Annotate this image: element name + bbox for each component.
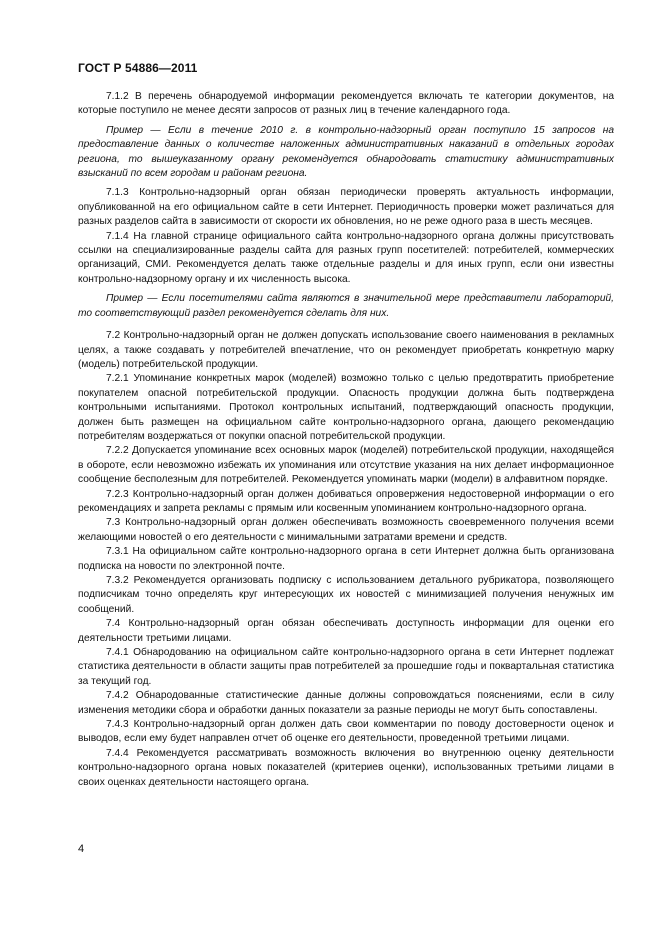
- standard-header: ГОСТ Р 54886—2011: [78, 61, 198, 75]
- paragraph-7-2-3: 7.2.3 Контрольно-надзорный орган должен добиваться опровержения недостоверной информации о его рекомендациях и запрета рекламы с прямым или косвенным упоминанием контрольно-надзорного органа.: [78, 488, 614, 514]
- paragraph-7-3-2: 7.3.2 Рекомендуется организовать подписку с использованием детального рубрикатора, позволяющего подписчикам точно определять круг интересующих их новостей с минимизацией получения ненужных им сообщений.: [78, 575, 614, 615]
- paragraph-7-4: 7.4 Контрольно-надзорный орган обязан обеспечивать доступность информации для оценки его деятельности третьими лицами.: [78, 618, 614, 644]
- paragraph-7-3-1: 7.3.1 На официальном сайте контрольно-надзорного органа в сети Интернет должна быть организована подписка на новости по электронной почте.: [78, 546, 614, 572]
- example-paragraph: Пример — Если в течение 2010 г. в контрольно-надзорный орган поступило 15 запросов на предоставление данных о количестве наложенных административных наказаний в отдельных городах региона, то вышеуказанному органу рекомендуется обнародовать статистику административных взысканий по всем городам и районам региона.: [78, 124, 614, 180]
- paragraph-7-2-2: 7.2.2 Допускается упоминание всех основных марок (моделей) потребительской продукции, находящейся в обороте, если невозможно избежать их упоминания или отсутствие указания на них делает информационное сообщение бесполезным для потребителей. Рекомендуется упоминать марки (модели) в алфавитном порядке.: [78, 445, 614, 486]
- document-body: [78, 90, 614, 790]
- paragraph-7-4-3: 7.4.3 Контрольно-надзорный орган должен дать свои комментарии по поводу достоверности оценок и выводов, если ему будет направлен отчет об оценке его деятельности, проведенной третьими лицами.: [78, 719, 614, 745]
- paragraph-7-1-2: 7.1.2 В перечень обнародуемой информации рекомендуется включать те категории документов, на которые поступило не менее десяти запросов от разных лиц в течение календарного года.: [78, 91, 614, 117]
- paragraph-7-1-3: 7.1.3 Контрольно-надзорный орган обязан периодически проверять актуальность информации, опубликованной на его официальном сайте в сети Интернет. Периодичность проверки может различаться для разных разделов сайта в зависимости от скорости их обновления, но не реже одного раза в шесть месяцев.: [78, 187, 614, 228]
- paragraph-7-4-2: 7.4.2 Обнародованные статистические данные должны сопровождаться пояснениями, если в силу изменения методики сбора и обработки данных показатели за разные периоды не могут быть сопоставлены.: [78, 690, 614, 716]
- paragraph-7-4-4: 7.4.4 Рекомендуется рассматривать возможность включения во внутреннюю оценку деятельности контрольно-надзорного органа новых показателей (критериев оценки), использованных третьими лицами в своих оценках деятельности настоящего органа.: [78, 747, 614, 788]
- page-number: 4: [78, 843, 85, 855]
- paragraph-7-2-1: 7.2.1 Упоминание конкретных марок (моделей) возможно только с целью предотвратить приобретение покупателем опасной потребительской продукции. Опасность продукции должна быть подтверждена контрольными испытаниями. Протокол контрольных испытаний, подтверждающий опасность продукции, должен быть размещен на официальном сайте контрольно-надзорного органа, дающего рекомендацию потребителям воздержаться от покупки опасной потребительской продукции.: [78, 373, 614, 442]
- example-paragraph: Пример — Если посетителями сайта являются в значительной мере представители лабораторий, то соответствующий раздел рекомендуется сделать для них.: [78, 293, 614, 319]
- paragraph-7-2: 7.2 Контрольно-надзорный орган не должен допускать использование своего наименования в рекламных целях, а также создавать у потребителей впечатление, что он рекомендует приобретать конкретную марку (модель) потребительской продукции.: [78, 330, 614, 370]
- paragraph-7-1-4: 7.1.4 На главной странице официального сайта контрольно-надзорного органа должны присутствовать ссылки на специализированные разделы сайта для разных групп посетителей: потребителей, коммерческих организаций, СМИ. Рекомендуется делать также отдельные разделы и для иных групп, если они известны контрольно-надзорному органу и их численность высока.: [78, 230, 614, 285]
- paragraph-7-4-1: 7.4.1 Обнародованию на официальном сайте контрольно-надзорного органа в сети Интернет подлежат статистика деятельности в области защиты прав потребителей за прошедшие годы и поквартальная статистика за текущий год.: [78, 647, 614, 687]
- paragraph-7-3: 7.3 Контрольно-надзорный орган должен обеспечивать возможность своевременного получения всеми желающими новостей о его деятельности с минимальными затратами времени и средств.: [78, 517, 614, 543]
